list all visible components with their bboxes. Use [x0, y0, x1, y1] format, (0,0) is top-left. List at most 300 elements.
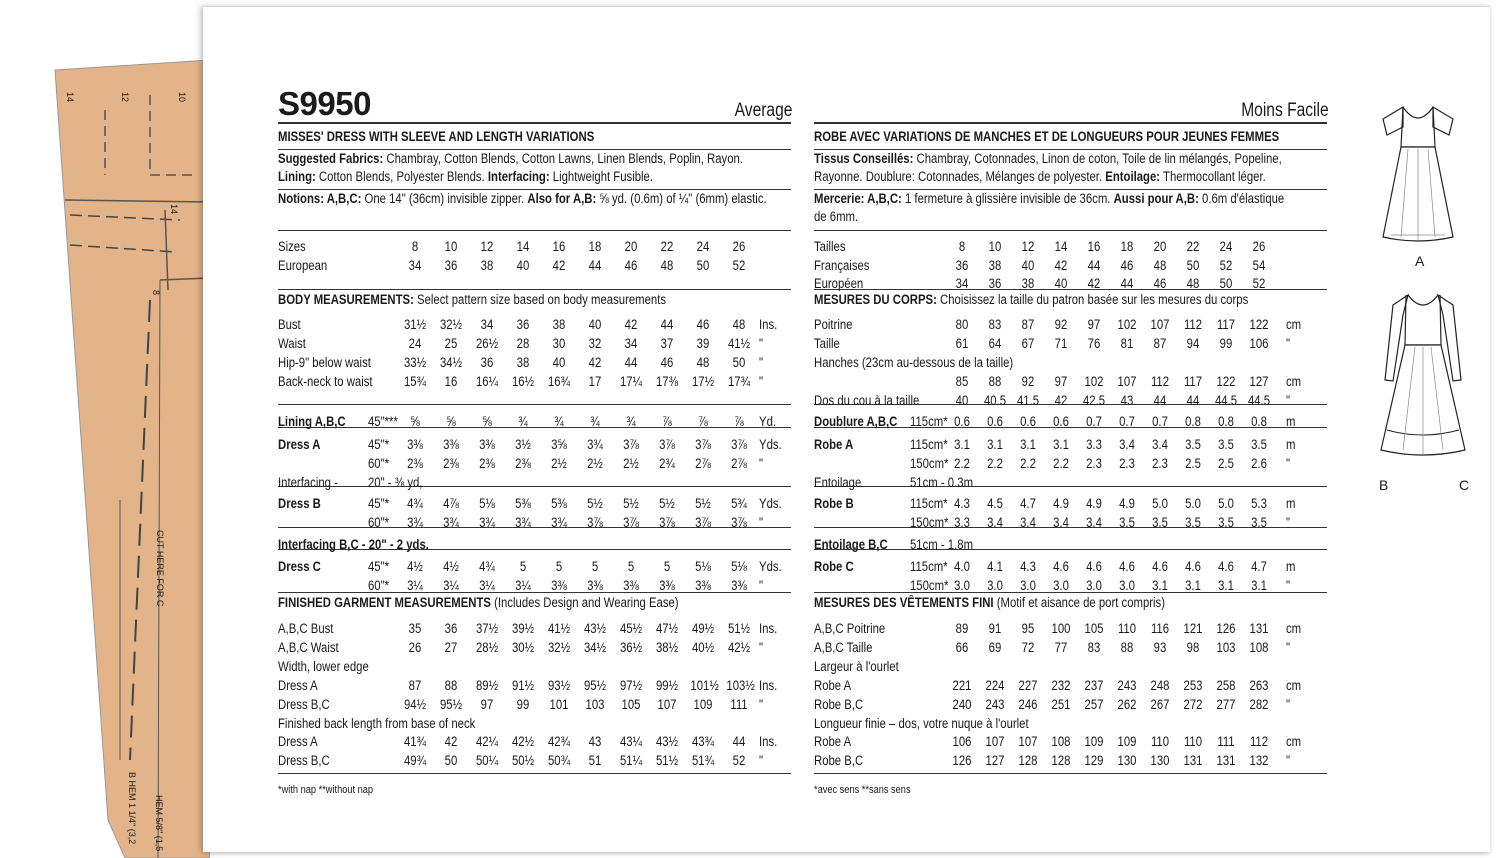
cell-value: 221: [952, 678, 972, 693]
cell-value: 224: [985, 678, 1005, 693]
table-row: [278, 240, 791, 256]
cell-value: 3⅜: [587, 578, 603, 593]
cell-value: 44: [1087, 258, 1101, 273]
row-label: A,B,C Waist: [278, 640, 339, 655]
cell-value: 10: [444, 239, 458, 254]
row-unit: ": [1286, 640, 1291, 655]
table-row: [278, 538, 791, 554]
tissue-mark: 12: [120, 92, 130, 103]
cell-value: 64: [988, 336, 1002, 351]
cell-value: 111: [730, 697, 748, 712]
cell-value: 3.0: [1119, 578, 1135, 593]
row-unit: ": [759, 578, 764, 593]
cell-value: 126: [952, 753, 972, 768]
table-row: [278, 457, 791, 473]
row-unit: ": [759, 336, 764, 351]
cell-value: 17¼: [619, 374, 643, 389]
cell-value: 88: [444, 678, 458, 693]
notions-fr-2: de 6mm.: [814, 209, 859, 224]
cell-value: 5⅛: [479, 496, 495, 511]
cell-value: 36½: [619, 640, 643, 655]
cell-value: 36: [988, 276, 1002, 291]
row-unit: Yds.: [759, 559, 782, 574]
table-row: [814, 438, 1327, 454]
cell-value: 42¼: [475, 734, 499, 749]
cell-value: 43: [588, 734, 602, 749]
cell-value: 89½: [475, 678, 499, 693]
row-unit: Yd.: [759, 414, 777, 429]
cell-value: 4.9: [1119, 496, 1135, 511]
row-fabric-width: 115cm*: [910, 559, 948, 574]
footnote-fr: *avec sens **sans sens: [814, 784, 911, 796]
cell-value: 3⅞: [659, 515, 675, 530]
table-row: [814, 735, 1327, 751]
cell-value: 4.9: [1086, 496, 1102, 511]
cell-value: ¾: [626, 414, 636, 429]
cell-value: 3⅞: [623, 515, 639, 530]
cell-value: 42.5: [1082, 393, 1106, 408]
cell-value: 24: [408, 336, 422, 351]
cell-value: 2.3: [1086, 456, 1102, 471]
cell-value: 3⅞: [731, 437, 747, 452]
table-row: [278, 679, 791, 695]
cell-value: 20: [1153, 239, 1167, 254]
cell-value: 4.6: [1152, 559, 1168, 574]
cell-value: 127: [985, 753, 1005, 768]
tissue-mark: 14: [169, 204, 179, 215]
row-label: Robe B,C: [814, 753, 864, 768]
body-measurements-fr: MESURES DU CORPS: Choisissez la taille du patron basée sur les mesures du corps: [814, 292, 1249, 307]
row-label: Longueur finie – dos, votre nuque à l'ourlet: [814, 716, 1029, 731]
cell-value: 42: [1054, 258, 1068, 273]
row-fabric-width: 45"***: [368, 414, 398, 429]
cell-value: 3⅜: [443, 437, 459, 452]
cell-value: 4.6: [1218, 559, 1234, 574]
row-label: Tailles: [814, 239, 846, 254]
cell-value: 3.0: [987, 578, 1003, 593]
row-unit: ": [759, 753, 764, 768]
cell-value: 3¾: [479, 515, 495, 530]
cell-value: 44.5: [1247, 393, 1271, 408]
row-label: Dress C: [278, 559, 321, 574]
cell-value: 54: [1252, 258, 1266, 273]
cell-value: 3.0: [1020, 578, 1036, 593]
cell-value: 46: [624, 258, 638, 273]
cell-value: 103½: [726, 678, 755, 693]
cell-value: 111: [1217, 734, 1235, 749]
cell-value: 42: [624, 317, 638, 332]
row-fabric-width: 150cm*: [910, 578, 949, 593]
cell-value: 263: [1249, 678, 1269, 693]
cell-value: 3.3: [954, 515, 970, 530]
cell-value: 131: [1216, 753, 1236, 768]
cell-value: 95½: [583, 678, 607, 693]
cell-value: 44: [624, 355, 638, 370]
cell-value: 3.4: [1086, 515, 1102, 530]
row-unit: ": [759, 355, 764, 370]
cell-value: 110: [1117, 621, 1137, 636]
cell-value: 3⅞: [659, 437, 675, 452]
cell-value: 16½: [511, 374, 535, 389]
cell-value: 37: [660, 336, 674, 351]
cell-value: 106: [952, 734, 972, 749]
title-fr: ROBE AVEC VARIATIONS DE MANCHES ET DE LONGUEURS POUR JEUNES FEMMES: [814, 129, 1280, 144]
cell-value: 4.3: [954, 496, 970, 511]
cell-value: 2.3: [1119, 456, 1135, 471]
cell-value: 43¾: [691, 734, 715, 749]
row-fabric-width: 45"*: [368, 559, 390, 574]
cell-value: 3.1: [1152, 578, 1168, 593]
row-label: A,B,C Bust: [278, 621, 334, 636]
cell-value: 127: [1249, 374, 1269, 389]
row-unit: cm: [1286, 317, 1302, 332]
cell-value: 282: [1249, 697, 1269, 712]
cell-value: 36: [480, 355, 494, 370]
cell-value: 99: [516, 697, 530, 712]
cell-value: 24: [1219, 239, 1233, 254]
cell-value: 5.0: [1152, 496, 1168, 511]
cell-value: 4¾: [407, 496, 423, 511]
cell-value: 2.5: [1185, 456, 1201, 471]
row-label: Dress A: [278, 437, 321, 452]
table-row: [814, 538, 1327, 554]
cell-value: 3.1: [1218, 578, 1234, 593]
cell-value: 4.6: [1185, 559, 1201, 574]
cell-value: 67: [1021, 336, 1035, 351]
table-row: [814, 497, 1327, 513]
cell-value: 272: [1183, 697, 1203, 712]
cell-value: 105: [1084, 621, 1104, 636]
table-row: [278, 497, 791, 513]
row-label: Hip-9" below waist: [278, 355, 371, 370]
cell-value: 4.3: [1020, 559, 1036, 574]
table-row: [278, 717, 791, 733]
cell-value: 107: [1117, 374, 1137, 389]
cell-value: 2⅜: [407, 456, 423, 471]
cell-value: 52: [1252, 276, 1266, 291]
row-label: Dos du cou à la taille: [814, 393, 920, 408]
view-bc-illustration: [1373, 285, 1473, 493]
cell-value: 3¾: [515, 515, 531, 530]
cell-value: 43: [1120, 393, 1134, 408]
cell-value: 3.5: [1218, 437, 1234, 452]
cell-value: 32: [588, 336, 602, 351]
table-row: [814, 641, 1327, 657]
cell-value: 89: [955, 621, 969, 636]
view-label: C: [1459, 477, 1470, 493]
row-label: Robe A: [814, 734, 852, 749]
table-row: [814, 240, 1327, 256]
cell-value: 4.7: [1020, 496, 1036, 511]
cell-value: 100: [1051, 621, 1071, 636]
cell-value: 5: [591, 559, 599, 574]
pattern-envelope-back: [203, 6, 1490, 852]
cell-value: ⅝: [482, 414, 492, 429]
cell-value: 40: [516, 258, 530, 273]
cell-value: 3.1: [987, 437, 1003, 452]
cell-value: 15¾: [403, 374, 427, 389]
row-label: Bust: [278, 317, 301, 332]
cell-value: 16¾: [547, 374, 571, 389]
cell-value: 5½: [695, 496, 711, 511]
cell-value: 42: [588, 355, 602, 370]
row-label: Largeur à l'ourlet: [814, 659, 899, 674]
cell-value: 109: [693, 697, 713, 712]
table-row: [814, 679, 1327, 695]
table-row: [278, 516, 791, 532]
cell-value: 25: [444, 336, 458, 351]
cell-value: 40: [552, 355, 566, 370]
cell-value: 44: [1186, 393, 1200, 408]
cell-value: 3.0: [1053, 578, 1069, 593]
cell-value: 5.0: [1185, 496, 1201, 511]
table-row: [278, 698, 791, 714]
row-fabric-width: 150cm*: [910, 515, 949, 530]
cell-value: 50½: [511, 753, 535, 768]
cell-value: 97: [1087, 317, 1101, 332]
cell-value: 14: [516, 239, 530, 254]
row-fabric-width: 115cm*: [910, 414, 948, 429]
cell-value: 50: [1219, 276, 1233, 291]
table-row: [814, 516, 1327, 532]
row-unit: ": [1286, 515, 1291, 530]
cell-value: 31½: [403, 317, 427, 332]
cell-value: 4.6: [1086, 559, 1102, 574]
cell-value: 277: [1216, 697, 1236, 712]
row-unit: Yds.: [759, 437, 782, 452]
cell-value: 262: [1117, 697, 1137, 712]
finished-en: FINISHED GARMENT MEASUREMENTS (Includes Design and Wearing Ease): [278, 595, 679, 610]
cell-value: 17½: [691, 374, 715, 389]
row-fabric-width: 60"*: [368, 456, 390, 471]
cell-value: 4.7: [1251, 559, 1267, 574]
table-row: [814, 457, 1327, 473]
cell-value: 4½: [407, 559, 423, 574]
table-row: [814, 622, 1327, 638]
row-label: Dress B,C: [278, 697, 330, 712]
cell-value: 2.2: [1020, 456, 1036, 471]
cell-value: 0.7: [1119, 414, 1135, 429]
tissue-mark: B HEM 1 1/4" (3,2: [127, 772, 137, 845]
cell-value: 44: [1120, 276, 1134, 291]
cell-value: 50: [444, 753, 458, 768]
row-label: Dress A: [278, 678, 318, 693]
cell-value: 27: [444, 640, 458, 655]
cell-value: 232: [1051, 678, 1071, 693]
cell-value: 38½: [655, 640, 679, 655]
cell-value: 20: [624, 239, 638, 254]
row-unit: Yds.: [759, 496, 782, 511]
cell-value: 3.1: [1251, 578, 1267, 593]
cell-value: 2⅞: [695, 456, 711, 471]
cell-value: 91½: [511, 678, 535, 693]
cell-value: 38: [552, 317, 566, 332]
cell-value: 94½: [403, 697, 427, 712]
row-label: Interfacing B,C - 20" - 2 yds.: [278, 537, 429, 552]
cell-value: ⅞: [734, 414, 744, 429]
fabrics-en: Suggested Fabrics: Chambray, Cotton Blends, Cotton Lawns, Linen Blends, Poplin, Rayon.: [278, 151, 743, 166]
row-unit: cm: [1286, 734, 1302, 749]
cell-value: 3.3: [1086, 437, 1102, 452]
row-label: Dress B,C: [278, 753, 330, 768]
cell-value: 42¾: [547, 734, 571, 749]
cell-value: 246: [1018, 697, 1038, 712]
cell-value: 87: [408, 678, 422, 693]
table-row: [278, 318, 791, 334]
cell-value: 42½: [727, 640, 751, 655]
cell-value: 3.1: [1020, 437, 1036, 452]
cell-value: 258: [1216, 678, 1236, 693]
cell-value: 46: [1153, 276, 1167, 291]
cell-value: 267: [1150, 697, 1170, 712]
cell-value: 3¼: [443, 578, 459, 593]
table-row: [278, 560, 791, 576]
cell-value: 4.9: [1053, 496, 1069, 511]
finished-fr: MESURES DES VÊTEMENTS FINI (Motif et aisance de port compris): [814, 595, 1166, 610]
cell-value: 112: [1183, 317, 1203, 332]
cell-value: 36: [444, 621, 458, 636]
cell-value: 117: [1183, 374, 1203, 389]
row-fabric-width: 45"*: [368, 437, 390, 452]
cell-value: 4.6: [1053, 559, 1069, 574]
view-label: A: [1415, 253, 1425, 269]
row-label: Robe A: [814, 678, 852, 693]
cell-value: 85: [955, 374, 969, 389]
cell-value: 34½: [439, 355, 463, 370]
cell-value: 41½: [727, 336, 751, 351]
cell-value: 95: [1021, 621, 1035, 636]
row-label: Poitrine: [814, 317, 853, 332]
row-unit: ": [1286, 697, 1291, 712]
cell-value: 50¼: [475, 753, 499, 768]
cell-value: 2.2: [954, 456, 970, 471]
cell-value: 28½: [475, 640, 499, 655]
cell-value: 28: [516, 336, 530, 351]
cell-value: 40: [588, 317, 602, 332]
cell-value: 101: [549, 697, 569, 712]
cell-value: 97½: [619, 678, 643, 693]
notions-en: Notions: A,B,C: One 14" (36cm) invisible zipper. Also for A,B: ⅝ yd. (0.6m) of ¼" (6mm) elastic.: [278, 191, 767, 206]
row-fabric-width: 60"*: [368, 515, 390, 530]
row-label: European: [278, 258, 328, 273]
cell-value: 83: [1087, 640, 1101, 655]
row-label: Back-neck to waist: [278, 374, 373, 389]
cell-value: 5: [627, 559, 635, 574]
row-fabric-width: 115cm*: [910, 437, 948, 452]
cell-value: 126: [1216, 621, 1236, 636]
cell-value: 5½: [587, 496, 603, 511]
cell-value: 22: [660, 239, 674, 254]
row-label: Robe B: [814, 496, 854, 511]
cell-value: 41½: [547, 621, 571, 636]
cell-value: 43½: [583, 621, 607, 636]
difficulty-en: Average: [734, 100, 792, 121]
cell-value: 4.0: [954, 559, 970, 574]
cell-value: 3.5: [1185, 437, 1201, 452]
cell-value: 0.7: [1152, 414, 1168, 429]
cell-value: 5¾: [731, 496, 747, 511]
cell-value: 24: [696, 239, 710, 254]
cell-value: 46: [1120, 258, 1134, 273]
cell-value: 110: [1150, 734, 1170, 749]
cell-value: 44.5: [1214, 393, 1238, 408]
row-unit: cm: [1286, 621, 1302, 636]
table-row: [814, 318, 1327, 334]
cell-value: 3.5: [1218, 515, 1234, 530]
cell-value: 41¾: [403, 734, 427, 749]
cell-value: 36: [955, 258, 969, 273]
cell-value: 50¾: [547, 753, 571, 768]
cell-value: 0.6: [1053, 414, 1069, 429]
table-row: [278, 259, 791, 275]
row-fabric-width: 51cm - 0.3m: [910, 475, 974, 490]
cell-value: 3.1: [954, 437, 970, 452]
cell-value: 77: [1054, 640, 1068, 655]
cell-value: 41.5: [1016, 393, 1040, 408]
cell-value: 240: [952, 697, 972, 712]
cell-value: 3.0: [1086, 578, 1102, 593]
cell-value: 4.1: [987, 559, 1003, 574]
cell-value: 35: [408, 621, 422, 636]
cell-value: 42: [1087, 276, 1101, 291]
cell-value: 42: [552, 258, 566, 273]
table-row: [814, 560, 1327, 576]
table-row: [278, 622, 791, 638]
cell-value: 49¾: [403, 753, 427, 768]
table-row: [278, 356, 791, 372]
row-unit: cm: [1286, 374, 1302, 389]
row-unit: ": [759, 697, 764, 712]
cell-value: 3⅝: [551, 437, 567, 452]
cell-value: 3.5: [1152, 515, 1168, 530]
cell-value: 103: [1216, 640, 1236, 655]
cell-value: 2.5: [1218, 456, 1234, 471]
cell-value: 243: [985, 697, 1005, 712]
row-label: Lining A,B,C: [278, 414, 346, 429]
tissue-mark: 8: [151, 290, 161, 296]
cell-value: 45½: [619, 621, 643, 636]
row-label: Waist: [278, 336, 306, 351]
cell-value: 5.0: [1218, 496, 1234, 511]
cell-value: 2.2: [987, 456, 1003, 471]
row-unit: m: [1286, 437, 1296, 452]
cell-value: 33½: [403, 355, 427, 370]
cell-value: 52: [732, 753, 746, 768]
cell-value: 2⅞: [731, 456, 747, 471]
cell-value: 3.4: [1053, 515, 1069, 530]
row-label: Françaises: [814, 258, 870, 273]
cell-value: 2.2: [1053, 456, 1069, 471]
cell-value: 227: [1018, 678, 1038, 693]
cell-value: 3.4: [1119, 437, 1135, 452]
cell-value: 0.7: [1086, 414, 1102, 429]
cell-value: 128: [1018, 753, 1038, 768]
cell-value: 4¾: [479, 559, 495, 574]
cell-value: 5⅜: [551, 496, 567, 511]
cell-value: 3.5: [1119, 515, 1135, 530]
cell-value: 131: [1183, 753, 1203, 768]
cell-value: 71: [1054, 336, 1068, 351]
row-unit: m: [1286, 414, 1296, 429]
table-row: [814, 660, 1327, 676]
cell-value: 3⅞: [695, 437, 711, 452]
cell-value: 112: [1249, 734, 1269, 749]
cell-value: 18: [588, 239, 602, 254]
pattern-number: S9950: [278, 85, 371, 122]
cell-value: 102: [1084, 374, 1104, 389]
cell-value: 87: [1021, 317, 1035, 332]
row-unit: ": [1286, 753, 1291, 768]
